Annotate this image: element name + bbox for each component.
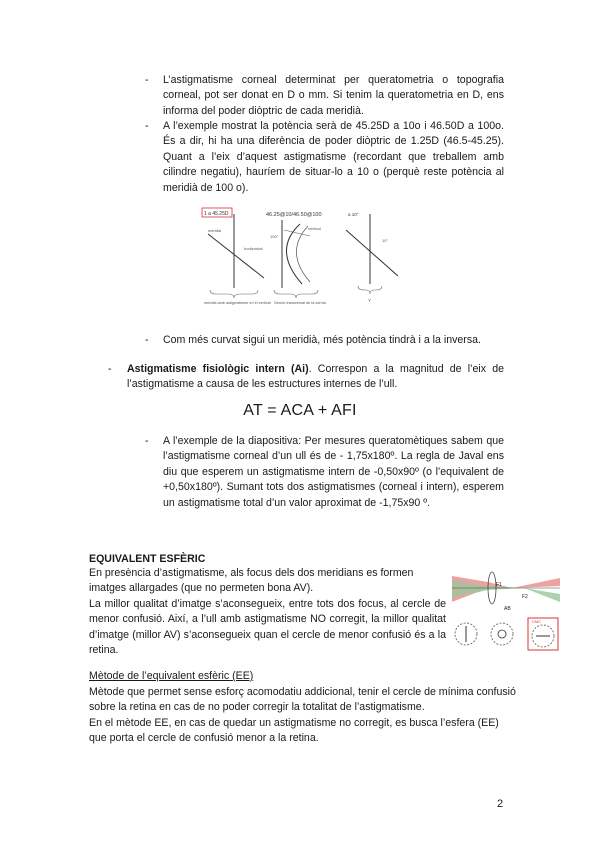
small-label: horitzontal	[244, 246, 263, 251]
subsection-heading: Mètode de l’equivalent esfèric (EE)	[89, 670, 254, 682]
list-item	[127, 362, 504, 393]
list-dash: -	[108, 363, 112, 375]
meridian-line	[208, 234, 264, 278]
meridian-diagram-figure	[198, 206, 404, 312]
confusion-circle	[498, 630, 506, 638]
brace	[358, 286, 382, 294]
figure-label: F2	[522, 594, 528, 600]
list-item: A l’exemple mostrat la potència serà de 45.25D a 10o i 46.50D a 100o. És a dir, hi ha una diferència de poder diòptric de 1.25D (46.5-45.25). Quant a l’eix d’aquest astigmatisme (recordant que treballem amb cilindre negatiu), hauríem de situar-lo a 10 o (perquè reste potència al meridià de 100 o).	[163, 120, 504, 194]
list-dash: -	[145, 334, 149, 346]
page-number: 2	[497, 798, 504, 810]
meridian-line	[346, 230, 398, 276]
list-item: L’astigmatisme corneal determinat per queratometria o topografia corneal, pot ser donat en D o mm. Si tenim la queratometria en D, ens informa del poder diòptric de cada meridià.	[163, 74, 504, 117]
formula: AT = ACA + AFI	[243, 402, 357, 419]
meridian-diagram	[198, 206, 404, 312]
cornea-curve	[286, 224, 302, 284]
list-dash: -	[145, 74, 149, 86]
focal-conoid-figure	[452, 566, 560, 652]
panel-a-label: 1 a 45.25D	[204, 211, 229, 217]
small-label: 10°	[382, 238, 389, 243]
panel-b-caption: Secció transversal de la còrnia	[274, 301, 326, 305]
small-label: meridià	[208, 228, 222, 233]
image-circle	[491, 623, 513, 645]
focal-conoid-diagram	[452, 566, 560, 652]
brace	[274, 290, 318, 298]
small-label: 100°	[270, 234, 279, 239]
term-title: Astigmatisme fisiològic intern (Ai)	[127, 363, 309, 375]
list-item: Com més curvat sigui un meridià, més potència tindrà i a la inversa.	[163, 334, 481, 346]
section-heading: EQUIVALENT ESFÈRIC	[89, 553, 206, 565]
list-item: A l’exemple de la diapositiva: Per mesures queratomètiques sabem que l’astigmatisme corneal d’un ull és de - 1,75x180º. La regla de Javal ens diu que esperem un astigmatisme intern de -0,50x90º (o l’equivalent de +0,50x180º). Sumant tots dos astigmatismes (corneal i intern), esperem un astigmatisme total d’un valor aproximat de -1,75x90 º.	[163, 435, 504, 509]
list-dash: -	[145, 435, 149, 447]
paragraph: En presència d’astigmatisme, als focus dels dos meridians es formen imatges allargades (que no permeten bona AV).	[89, 567, 414, 595]
figure-label: AB	[504, 606, 511, 612]
figure-label: F1	[496, 582, 502, 588]
panel-c-label: a 10°	[348, 212, 359, 217]
small-label: vertical	[308, 226, 321, 231]
pointer-line	[284, 230, 310, 236]
panel-c-caption: Y	[368, 298, 372, 303]
paragraph: La millor qualitat d’imatge s’aconsegueix, entre tots dos focus, al cercle de menor confusió. Així, a l’ull amb astigmatisme NO corregit, la millor qualitat d’imatge (millor AV) s’aconsegueix quan el cercle de menor confusió és a la retina.	[89, 598, 446, 657]
paragraph: En el mètode EE, en cas de quedar un astigmatisme no corregit, es busca l’esfera (EE) que porta el cercle de confusió menor a la retina.	[89, 717, 499, 745]
paragraph: Mètode que permet sense esforç acomodatiu addicional, tenir el cercle de mínima confusió sobre la retina en cas de no poder corregir la totalitat de l’astigmatisme.	[89, 686, 516, 714]
term-definition: . Correspon a la magnitud de l’eix de l’astigmatisme a causa de les estructures internes de l’ull.	[127, 363, 505, 391]
brace	[210, 290, 258, 298]
list-dash: -	[145, 120, 149, 132]
figure-label: CMC	[532, 619, 542, 624]
panel-a-caption: meridià amb astigmatisme en el vertical	[204, 301, 271, 305]
panel-b-label: 46.25@10/46.50@100	[266, 212, 322, 218]
